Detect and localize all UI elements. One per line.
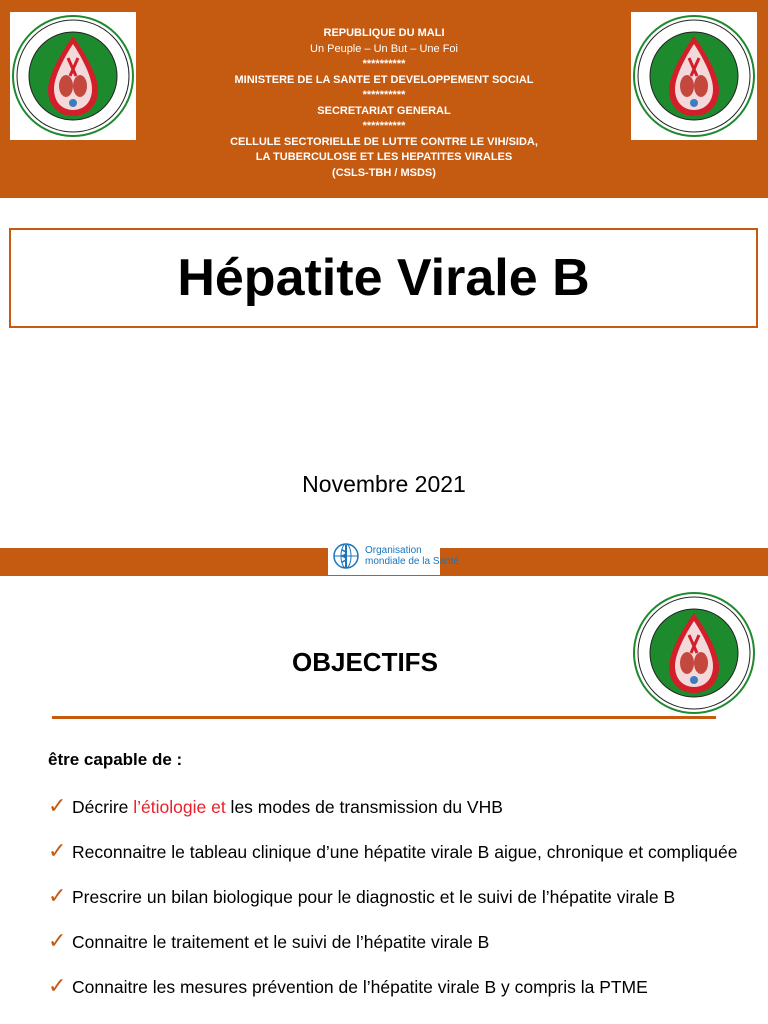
seal-emblem: [10, 12, 136, 140]
bullet-text: Reconnaitre le tableau clinique d’une hépatite virale B aigue, chronique et compliquée: [72, 842, 738, 862]
cellule-label: CELLULE SECTORIELLE DE LUTTE CONTRE LE VIH/SIDA,: [230, 135, 538, 148]
intro-text: être capable de :: [48, 750, 183, 769]
csls-tbh-logo-slide2: [630, 589, 758, 717]
csls-tbh-logo-right: [631, 12, 757, 140]
separator: **********: [362, 58, 406, 70]
title-box: [9, 228, 758, 328]
list-item: [48, 925, 748, 959]
list-item: [48, 880, 748, 914]
secretariat-label: SECRETARIAT GENERAL: [317, 104, 451, 117]
who-line-1: Organisation: [365, 545, 422, 556]
list-item: [48, 835, 748, 869]
bullet-text: Connaitre le traitement et le suivi de l’hépatite virale B: [72, 932, 490, 952]
motto: Un Peuple – Un But – Une Foi: [310, 42, 458, 55]
header-text: [150, 26, 618, 181]
separator: **********: [362, 89, 406, 101]
objectives-title: OBJECTIFS: [292, 647, 438, 677]
bullet-text: Prescrire un bilan biologique pour le diagnostic et le suivi de l’hépatite virale B: [72, 887, 676, 907]
bullet-text: Décrire: [72, 797, 134, 817]
slide-title: Hépatite Virale B: [177, 249, 590, 307]
list-item: [48, 790, 748, 824]
title-underline: [52, 716, 716, 719]
presentation-date: Novembre 2021: [302, 471, 466, 497]
republic-label: REPUBLIQUE DU MALI: [323, 27, 445, 39]
checkmark-icon: ✓: [48, 974, 67, 999]
who-emblem-icon: [331, 541, 361, 571]
checkmark-icon: ✓: [48, 884, 67, 909]
seal-emblem: [631, 12, 757, 140]
list-item: [48, 970, 748, 1004]
ministry-label: MINISTERE DE LA SANTE ET DEVELOPPEMENT SOCIAL: [234, 73, 534, 86]
cellule-abbr: (CSLS-TBH / MSDS): [332, 166, 436, 179]
seal-emblem: [630, 589, 758, 717]
bullet-text-highlight: l’étiologie et: [133, 797, 226, 817]
objectives-list: [48, 790, 748, 1015]
csls-tbh-logo-left: [10, 12, 136, 140]
separator: **********: [362, 120, 406, 132]
bullet-text: les modes de transmission du VHB: [225, 797, 503, 817]
who-line-2: mondiale de la Santé: [365, 556, 459, 567]
checkmark-icon: ✓: [48, 929, 67, 954]
cellule-label-2: LA TUBERCULOSE ET LES HEPATITES VIRALES: [255, 151, 513, 163]
who-text: [365, 545, 459, 567]
bullet-text: Connaitre les mesures prévention de l’hépatite virale B y compris la PTME: [72, 977, 648, 997]
checkmark-icon: ✓: [48, 794, 67, 819]
who-logo: [328, 537, 459, 575]
checkmark-icon: ✓: [48, 839, 67, 864]
